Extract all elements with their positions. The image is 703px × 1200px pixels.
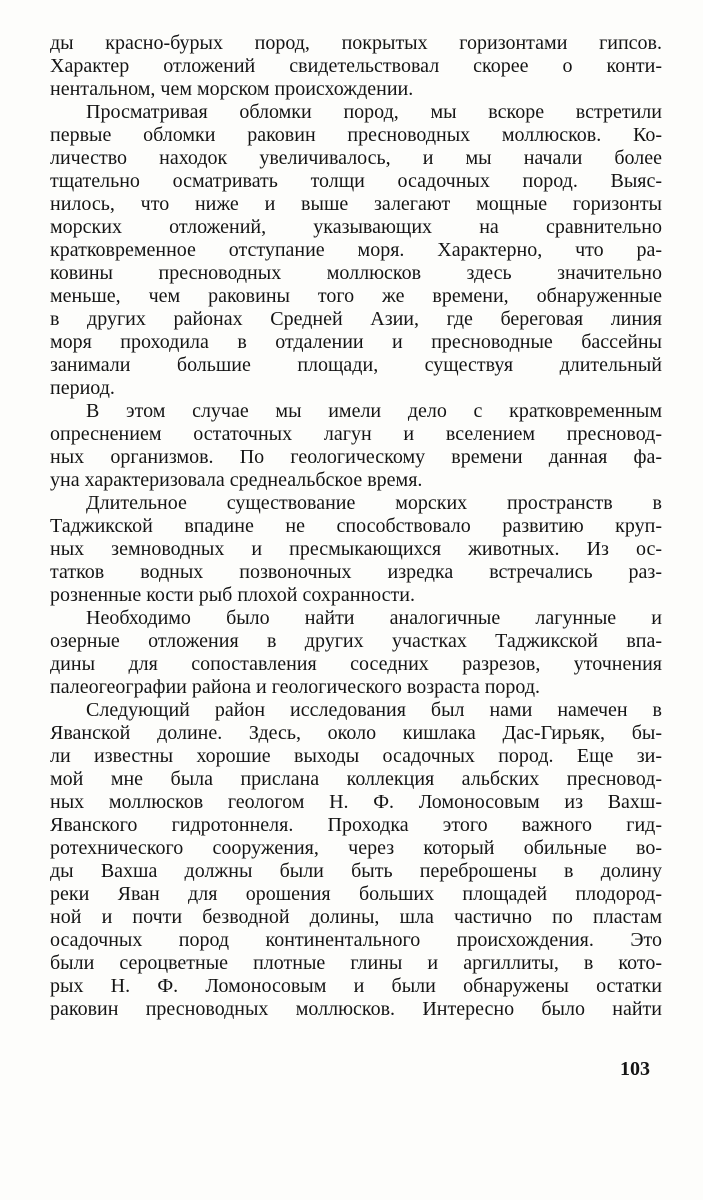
- text-line: ротехнического сооружения, через который обильные во-: [50, 837, 662, 859]
- text-line: ных моллюсков геологом Н. Ф. Ломоносовым из Вахш-: [50, 791, 662, 813]
- text-line: Характер отложений свидетельствовал скорее о конти-: [50, 55, 662, 77]
- text-line: Яванского гидротоннеля. Проходка этого важного гид-: [50, 814, 662, 836]
- text-line: ды красно-бурых пород, покрытых горизонтами гипсов.: [50, 32, 662, 54]
- paragraph: [50, 607, 662, 699]
- text-line: период.: [50, 377, 115, 399]
- text-line: Яванской долине. Здесь, около кишлака Дас-Гирьяк, бы-: [50, 722, 662, 744]
- paragraph: [50, 699, 662, 1021]
- text-line: Длительное существование морских пространств в: [86, 492, 662, 514]
- paragraph: [50, 400, 662, 492]
- text-line: Следующий район исследования был нами намечен в: [86, 699, 662, 721]
- text-line: ной и почти безводной долины, шла частично по пластам: [50, 906, 662, 928]
- text-line: нилось, что ниже и выше залегают мощные горизонты: [50, 193, 662, 215]
- text-line: палеогеографии района и геологического возраста пород.: [50, 676, 541, 698]
- text-line: ковины пресноводных моллюсков здесь значительно: [50, 262, 662, 284]
- paragraph: [50, 101, 662, 400]
- text-line: занимали большие площади, существуя длительный: [50, 354, 662, 376]
- text-line: ных организмов. По геологическому времени данная фа-: [50, 446, 662, 468]
- text-line: были сероцветные плотные глины и аргиллиты, в кото-: [50, 952, 662, 974]
- paragraph: [50, 32, 662, 101]
- text-line: ли известны хорошие выходы осадочных пород. Еще зи-: [50, 745, 662, 767]
- text-line: татков водных позвоночных изредка встречались раз-: [50, 561, 662, 583]
- text-line: розненные кости рыб плохой сохранности.: [50, 584, 415, 606]
- text-line: озерные отложения в других участках Таджикской впа-: [50, 630, 662, 652]
- text-line: реки Яван для орошения больших площадей плодород-: [50, 883, 662, 905]
- text-line: меньше, чем раковины того же времени, обнаруженные: [50, 285, 662, 307]
- text-line: нентальном, чем морском происхождении.: [50, 78, 414, 100]
- text-line: мой мне была прислана коллекция альбских пресновод-: [50, 768, 662, 790]
- text-line: В этом случае мы имели дело с кратковременным: [86, 400, 662, 422]
- text-line: уна характеризовала среднеальбское время.: [50, 469, 423, 491]
- text-line: тщательно осматривать толщи осадочных пород. Выяс-: [50, 170, 662, 192]
- text-line: осадочных пород континентального происхождения. Это: [50, 929, 662, 951]
- text-line: морских отложений, указывающих на сравнительно: [50, 216, 662, 238]
- text-line: ных земноводных и пресмыкающихся животных. Из ос-: [50, 538, 662, 560]
- text-line: Таджикской впадине не способствовало развитию круп-: [50, 515, 662, 537]
- body-text: [50, 32, 662, 1021]
- text-line: рых Н. Ф. Ломоносовым и были обнаружены остатки: [50, 975, 662, 997]
- text-line: в других районах Средней Азии, где береговая линия: [50, 308, 662, 330]
- text-line: первые обломки раковин пресноводных моллюсков. Ко-: [50, 124, 662, 146]
- page-number: 103: [620, 1058, 650, 1080]
- text-line: личество находок увеличивалось, и мы начали более: [50, 147, 662, 169]
- text-line: Просматривая обломки пород, мы вскоре встретили: [86, 101, 662, 123]
- text-line: моря проходила в отдалении и пресноводные бассейны: [50, 331, 662, 353]
- paragraph: [50, 492, 662, 607]
- text-line: кратковременное отступание моря. Характерно, что ра-: [50, 239, 662, 261]
- text-line: опреснением остаточных лагун и вселением пресновод-: [50, 423, 662, 445]
- text-line: дины для сопоставления соседних разрезов, уточнения: [50, 653, 662, 675]
- text-line: ды Вахша должны были быть переброшены в долину: [50, 860, 662, 882]
- text-line: Необходимо было найти аналогичные лагунные и: [86, 607, 662, 629]
- text-line: раковин пресноводных моллюсков. Интересно было найти: [50, 998, 662, 1020]
